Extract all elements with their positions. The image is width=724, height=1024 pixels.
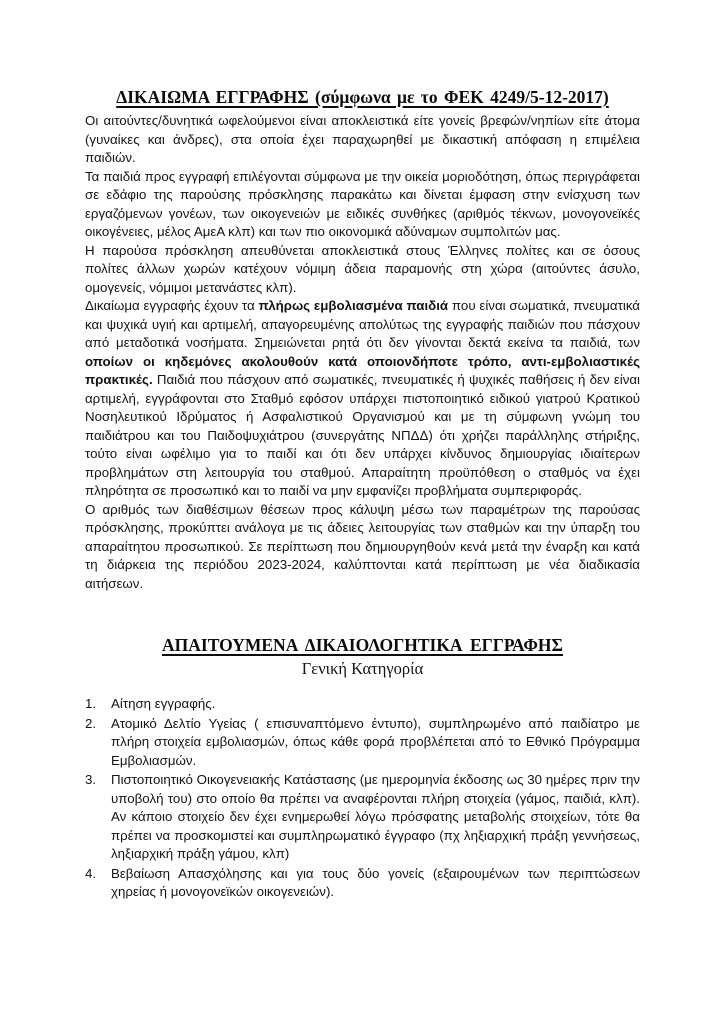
list-item-text: Ατομικό Δελτίο Υγείας ( επισυναπτόμενο έντυπο), συμπληρωμένο από παιδίατρο με πλήρη στοιχεία εμβολιασμών, όπως κάθε φορά προβλέπεται από το Εθνικό Πρόγραμμα Εμβολιασμών.	[111, 715, 640, 768]
text-run: Παιδιά που πάσχουν από σωματικές, πνευματικές ή ψυχικές παθήσεις ή δεν είναι αρτιμελή, εγγράφονται στο Σταθμό εφόσον υπάρχει πιστοποιητικό ειδικού γιατρού Κρατικού Νοσηλευτικού Ιδρύματος ή Ασφαλιστικού Οργανισμού και με τη σύμφωνη γνώμη του παιδιάτρου και του Παιδοψυχιάτρου (συνεργάτης ΝΠΔΔ) ότι χρήζει παράλληλης στήριξης, τούτο είναι ωφέλιμο για το παιδί και ότι δεν υπάρχει κίνδυνος δημιουργίας ιδιαίτερων προβλημάτων στη λειτουργία του σταθμού. Απαραίτητη προϋπόθεση ο σταθμός να έχει πληρότητα σε προσωπικό και το παιδί να μην εμφανίζει προβλήματα συμπεριφοράς.	[85, 372, 640, 498]
list-item	[85, 865, 640, 902]
document-title-text: ΔΙΚΑΙΩΜΑ ΕΓΓΡΑΦΗΣ (σύμφωνα με το ΦΕΚ 4249/5-12-2017)	[116, 87, 609, 107]
text-run: Ο αριθμός των διαθέσιμων θέσεων προς κάλυψη μέσω των παραμέτρων της παρούσας πρόσκλησης, προκύπτει ανάλογα με τις άδειες λειτουργίας των σταθμών και την ύπαρξη του απαραίτητου προσωπικού. Σε περίπτωση που δημιουργηθούν κενά μετά την έναρξη και κατά τη διάρκεια της περιόδου 2023-2024, καλύπτονται κατά περίπτωση με νέα διαδικασία αιτήσεων.	[85, 501, 640, 591]
paragraph	[85, 297, 640, 501]
text-run: Οι αιτούντες/δυνητικά ωφελούμενοι είναι αποκλειστικά είτε γονείς βρεφών/νηπίων είτε άτομα (γυναίκες και άνδρες), στα οποία έχει παραχωρηθεί με δικαστική απόφαση η επιμέλεια παιδιών.	[85, 113, 640, 165]
list-item	[85, 695, 640, 714]
bold-text-run: πλήρως εμβολιασμένα παιδιά	[258, 298, 449, 313]
list-item	[85, 715, 640, 771]
requirements-list	[85, 695, 640, 902]
bold-text-run: οποίων οι κηδεμόνες ακολουθούν κατά οποιονδήποτε τρόπο, αντι-εμβολιαστικές πρακτικές.	[85, 353, 640, 387]
list-item-text: Πιστοποιητικό Οικογενειακής Κατάστασης (με ημερομηνία έκδοσης ως 30 ημέρες πριν την υποβολή του) στο οποίο θα πρέπει να αναφέρονται πλήρη στοιχεία (γάμος, παιδιά, κλπ). Αν κάποιο στοιχείο δεν έχει ενημερωθεί λόγω πρόσφατης μεταβολής στοιχείων, τότε θα πρέπει να προσκομιστεί και συμπληρωματικό έγγραφο (πχ ληξιαρχική πράξη γεννήσεως, ληξιαρχική πράξη γάμου, κλπ)	[111, 772, 640, 861]
list-item-text: Αίτηση εγγραφής.	[111, 696, 216, 711]
list-item-number: 4.	[85, 865, 97, 881]
text-run: που είναι σωματικά, πνευματικά και ψυχικά υγιή και αρτιμελή, απαγορευμένης απολύτως της εγγραφής παιδιών που πάσχουν από μεταδοτικά νοσήματα. Σημειώνεται ρητά ότι δεν γίνονται δεκτά εκείνα τα παιδιά, των	[85, 298, 640, 350]
paragraph	[85, 242, 640, 298]
requirements-section	[85, 635, 640, 902]
list-item	[85, 771, 640, 864]
section-subheading: Γενική Κατηγορία	[301, 659, 424, 678]
paragraph	[85, 168, 640, 242]
document-body	[85, 112, 640, 593]
document-title	[85, 87, 640, 108]
text-run: Δικαίωμα εγγραφής έχουν τα	[85, 298, 259, 313]
section-heading-text: ΑΠΑΙΤΟΥΜΕΝΑ ΔΙΚΑΙΟΛΟΓΗΤΙΚΑ ΕΓΓΡΑΦΗΣ	[162, 635, 563, 655]
list-item-number: 3.	[85, 772, 97, 787]
list-item-number: 2.	[85, 715, 97, 731]
paragraph	[85, 112, 640, 168]
section-heading	[85, 635, 640, 656]
list-item-number: 1.	[85, 696, 97, 711]
text-run: Η παρούσα πρόσκληση απευθύνεται αποκλειστικά στους Έλληνες πολίτες και σε όσους πολίτες άλλων χωρών κατέχουν νόμιμη άδεια παραμονής στη χώρα (αιτούντες άσυλο, ομογενείς, νόμιμοι μετανάστες κλπ).	[85, 242, 640, 295]
list-item-text: Βεβαίωση Απασχόλησης και για τους δύο γονείς (εξαιρουμένων των περιπτώσεων χηρείας ή μονογονεϊκών οικογενειών).	[111, 865, 640, 899]
text-run: Τα παιδιά προς εγγραφή επιλέγονται σύμφωνα με την οικεία μοριοδότηση, όπως περιγράφεται σε εδάφιο της παρούσης πρόσκλησης παρακάτω και δίνεται έμφαση στην ενίσχυση των εργαζόμενων γονέων, των οικογενειών με ειδικές συνθήκες (αριθμός τέκνων, μονογονεϊκές οικογένειες, μέλος ΑμεΑ κλπ) και των πιο οικονομικά αδύναμων συμπολιτών μας.	[85, 168, 640, 239]
paragraph	[85, 501, 640, 594]
